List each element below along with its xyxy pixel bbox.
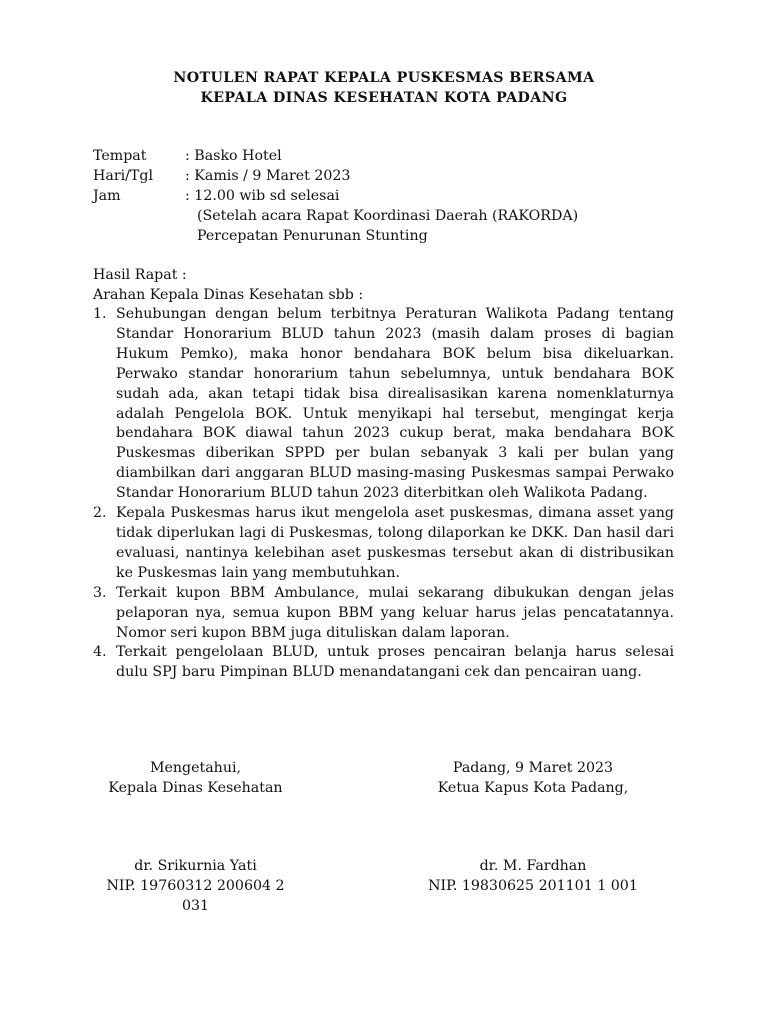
right-sign-name: dr. M. Fardhan — [479, 858, 587, 874]
list-item-text: Sehubungan dengan belum terbitnya Peraturan Walikota Padang tentang Standar Honorarium BLUD tahun 2023 (masih dalam proses di bagian Hukum Pemko), maka honor bendahara BOK belum bisa dikeluarkan. Perwako standar honorarium tahun sebelumnya, untuk bendahara BOK sudah ada, akan tetapi tidak bisa direalisasikan karena nomenklaturnya adalah Pengelola BOK. Untuk menyikapi hal tersebut, mengingat kerja bendahara BOK diawal tahun 2023 cukup berat, maka bendahara BOK Puskesmas diberikan SPPD per bulan sebanyak 3 kali per bulan yang diambilkan dari anggaran BLUD masing-masing Puskesmas sampai Perwako Standar Honorarium BLUD tahun 2023 diterbitkan oleh Walikota Padang. — [116, 306, 674, 502]
jam-note-line-1: (Setelah acara Rapat Koordinasi Daerah (RAKORDA) — [197, 208, 579, 224]
haritgl-value: : Kamis / 9 Maret 2023 — [185, 168, 351, 184]
left-sign-mengetahui: Mengetahui, — [149, 760, 242, 776]
left-sign-position: Kepala Dinas Kesehatan — [108, 780, 283, 796]
left-sign-nip: NIP. 19760312 200604 2 031 — [106, 878, 285, 914]
tempat-label: Tempat — [93, 148, 147, 164]
right-sign-position: Ketua Kapus Kota Padang, — [437, 780, 629, 796]
list-item-number: 3. — [93, 584, 107, 601]
left-sign-name: dr. Srikurnia Yati — [134, 858, 257, 874]
hasil-rapat-heading: Hasil Rapat : — [93, 267, 187, 283]
list-item-text: Terkait pengelolaan BLUD, untuk proses pencairan belanja harus selesai dulu SPJ baru Pimpinan BLUD menandatangani cek dan pencairan uang. — [116, 644, 674, 681]
document-title-line-1: NOTULEN RAPAT KEPALA PUSKESMAS BERSAMA — [173, 70, 595, 86]
list-item-text: Kepala Puskesmas harus ikut mengelola aset puskesmas, dimana asset yang tidak diperlukan lagi di Puskesmas, tolong dilaporkan ke DKK. Dan hasil dari evaluasi, nantinya kelebihan aset puskesmas tersebut akan di distribusikan ke Puskesmas lain yang membutuhkan. — [116, 505, 674, 581]
list-item — [93, 643, 674, 683]
document-title-line-2: KEPALA DINAS KESEHATAN KOTA PADANG — [200, 90, 568, 106]
right-sign-nip: NIP. 19830625 201101 1 001 — [428, 878, 638, 894]
jam-label: Jam — [93, 188, 121, 204]
jam-value: : 12.00 wib sd selesai — [185, 188, 340, 204]
list-item — [93, 305, 674, 504]
list-item-number: 4. — [93, 644, 107, 661]
arahan-list — [93, 305, 674, 683]
arahan-heading: Arahan Kepala Dinas Kesehatan sbb : — [93, 287, 364, 303]
info-row-jam — [93, 186, 693, 206]
meeting-info — [93, 146, 693, 246]
haritgl-label: Hari/Tgl — [93, 168, 154, 184]
list-item-text: Terkait kupon BBM Ambulance, mulai sekarang dibukukan dengan jelas pelaporan nya, semua kupon BBM yang keluar harus jelas pencatatannya. Nomor seri kupon BBM juga dituliskan dalam laporan. — [116, 584, 674, 641]
list-item-number: 1. — [93, 306, 107, 322]
list-item-number: 2. — [93, 505, 107, 522]
list-item — [93, 584, 674, 644]
list-item — [93, 504, 674, 584]
jam-note-line-2: Percepatan Penurunan Stunting — [197, 228, 428, 244]
info-row-tempat — [93, 146, 693, 166]
tempat-value: : Basko Hotel — [185, 148, 282, 164]
info-row-haritgl — [93, 166, 693, 186]
right-sign-place-date: Padang, 9 Maret 2023 — [452, 760, 614, 776]
